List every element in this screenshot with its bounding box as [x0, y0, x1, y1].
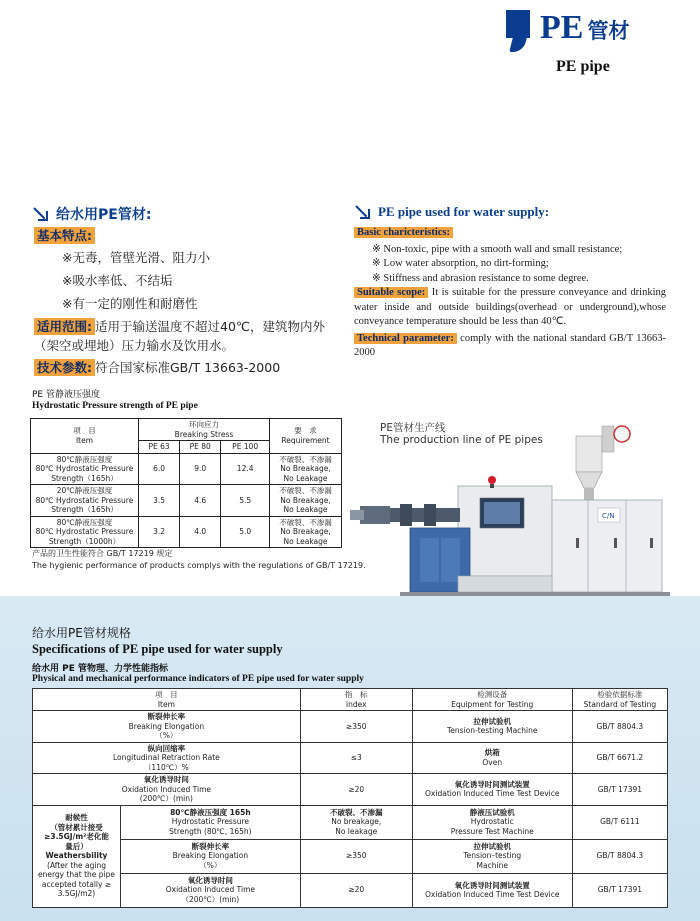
- cell-text: Breaking Elongation: [172, 851, 249, 861]
- item-cell: [121, 873, 301, 907]
- scope-text: It is suitable for the pressure conveyance and drinking water inside and outside buildings(overhead or underground),whose conveyance temperature should be less than 40℃.: [354, 287, 666, 327]
- arrow-down-right-icon: [34, 207, 48, 221]
- equipment-cell: [412, 873, 572, 907]
- cell-text: 80℃静液压强度 165h: [170, 807, 251, 817]
- value-cell: 3.2: [139, 516, 180, 548]
- cell-text: 80℃静液压强度: [56, 517, 113, 527]
- value-cell: 6.0: [139, 453, 180, 485]
- caption-cn: PE 管静液压强度: [32, 390, 100, 400]
- cell-text: No Breakage,: [280, 495, 331, 505]
- grade-cell: PE 63: [139, 441, 180, 454]
- cell-text: Hydrostatic Pressure: [171, 817, 250, 827]
- spec-caption-en: Physical and mechanical performance indicators of PE pipe used for water supply: [32, 674, 364, 684]
- caption-en: Hydrostatic Pressure strength of PE pipe: [32, 401, 198, 411]
- cell-text: No Breakage,: [280, 464, 331, 473]
- weather-label-cell: [33, 805, 121, 907]
- equipment-cell: [412, 805, 572, 839]
- header-text: 要 求: [294, 426, 317, 436]
- value-cell: 5.5: [221, 485, 270, 517]
- cell-text: Breaking Elongation: [128, 721, 205, 731]
- cell-text: 拉伸试验机: [473, 716, 511, 726]
- label-en: The production line of PE pipes: [380, 434, 543, 446]
- scope-label: 适用范围:: [34, 318, 95, 335]
- cell-text: Strength (80℃, 165h): [169, 826, 252, 836]
- page-title: [540, 10, 629, 49]
- value-cell: 4.6: [180, 485, 221, 517]
- cell-text: 不破裂、不渗漏: [330, 807, 383, 817]
- cell-text: Oven: [482, 757, 503, 767]
- index-cell: ≥20: [300, 774, 412, 806]
- note-en: The hygienic performance of products complys with the regulations of GB/T 17219.: [32, 561, 366, 570]
- cell-text: 断裂伸长率: [147, 712, 186, 721]
- cell-text: No Breakage,: [280, 527, 331, 536]
- cell-text: energy that the pipe: [37, 870, 116, 880]
- table-row: [31, 453, 342, 485]
- scope-paragraph: [34, 317, 344, 355]
- header-text: 项 目: [73, 426, 96, 436]
- cell-text: （%）: [199, 860, 222, 870]
- section-heading-en: [356, 204, 549, 220]
- cell-text: 80℃ Hydrostatic Pressure: [35, 464, 134, 473]
- tech-paragraph: [34, 358, 344, 377]
- item-cell: [33, 711, 301, 743]
- note-cn: 产品的卫生性能符合 GB/T 17219 规定: [32, 549, 173, 558]
- item-cell: [121, 805, 301, 839]
- table-row: [31, 485, 342, 517]
- equipment-cell: [412, 711, 572, 743]
- header-text: 项 目: [155, 690, 178, 699]
- feature-item: ※ Non-toxic, pipe with a smooth wall and small resistance;: [372, 243, 623, 255]
- table-row: [31, 516, 342, 548]
- cell-text: 3.5GJ/m2): [57, 889, 96, 899]
- standard-cell: GB/T 8804.3: [572, 839, 667, 873]
- feature-item: ※有一定的刚性和耐磨性: [62, 296, 198, 311]
- cell-text: 拉伸试验机: [473, 841, 511, 851]
- index-cell: [300, 805, 412, 839]
- cell-text: accepted totally ≥: [41, 879, 112, 889]
- index-cell: ≤3: [300, 742, 412, 774]
- standard-cell: GB/T 8804.3: [572, 711, 667, 743]
- cell-text: No breakage,: [331, 817, 382, 827]
- value-cell: 3.5: [139, 485, 180, 517]
- equipment-cell: [412, 742, 572, 774]
- cell-text: Longitudinal Retraction Rate: [112, 753, 220, 762]
- feature-item: ※吸水率低、不结垢: [62, 273, 173, 288]
- table-row: [33, 742, 668, 774]
- table-row: [33, 805, 668, 839]
- cell-text: 80℃ Hydrostatic Pressure: [35, 495, 134, 505]
- header-item: [33, 689, 301, 711]
- standard-cell: GB/T 6671.2: [572, 742, 667, 774]
- cell-text: （200℃）(min): [181, 894, 240, 904]
- tech-text: comply with the national standard GB/T 13663-2000: [354, 332, 666, 358]
- cell-text: 80℃静液压强度: [56, 454, 113, 464]
- cell-text: 量后）Weathersbility: [45, 841, 108, 861]
- cell-text: Strength（1000h）: [48, 536, 121, 546]
- header-text: Equipment for Testing: [451, 699, 534, 709]
- cell-text: Oxidation Induced Time Test Device: [425, 789, 560, 799]
- hydro-table: [30, 418, 342, 548]
- item-cell: [31, 516, 139, 548]
- heading-text: PE pipe used for water supply:: [378, 204, 550, 219]
- cell-text: (After the aging: [47, 860, 106, 870]
- item-cell: [31, 453, 139, 485]
- index-cell: ≥350: [300, 711, 412, 743]
- index-cell: ≥20: [300, 873, 412, 907]
- header-text: 指 标: [345, 690, 368, 699]
- spec-caption-cn: 给水用 PE 管物理、力学性能指标: [32, 664, 169, 674]
- equipment-cell: [412, 839, 572, 873]
- equipment-cell: [412, 774, 572, 806]
- item-cell: [121, 839, 301, 873]
- table-row: [33, 711, 668, 743]
- cell-text: Tension–testing: [463, 851, 522, 861]
- basic-label: Basic charicteristics:: [354, 227, 453, 238]
- item-cell: [33, 774, 301, 806]
- value-cell: 9.0: [180, 453, 221, 485]
- label-cn: PE管材生产线: [380, 422, 446, 434]
- header-requirement: [270, 419, 342, 454]
- item-cell: [31, 485, 139, 517]
- cell-text: 烘箱: [484, 748, 500, 758]
- spec-table: [32, 688, 668, 908]
- hygiene-note: [32, 548, 366, 572]
- cell-text: 不破裂、不渗漏: [279, 454, 332, 464]
- cell-text: 氧化诱导时间: [187, 875, 233, 885]
- cell-text: Oxidation Induced Time: [165, 885, 255, 895]
- tech-text: 符合国家标准GB/T 13663-2000: [95, 360, 281, 375]
- header-text: Item: [157, 699, 175, 709]
- header-text: 环向应力: [189, 420, 219, 429]
- cell-text: Tension-testing Machine: [447, 726, 538, 736]
- req-cell: [270, 516, 342, 548]
- grade-cell: PE 80: [180, 441, 221, 454]
- value-cell: 12.4: [221, 453, 270, 485]
- cell-text: (200℃）(min): [139, 794, 193, 803]
- cell-text: 不破裂、不渗漏: [279, 517, 332, 527]
- cell-text: 断裂伸长率: [191, 841, 230, 851]
- table-row: [33, 873, 668, 907]
- production-line-image: [340, 408, 670, 618]
- left-column: [34, 226, 344, 377]
- standard-cell: GB/T 17391: [572, 774, 667, 806]
- header-item: [31, 419, 139, 454]
- header-text: Breaking Stress: [174, 429, 234, 439]
- value-cell: 5.0: [221, 516, 270, 548]
- svg-text:C/N: C/N: [602, 512, 615, 520]
- table-header-row: [31, 419, 342, 441]
- cell-text: Strength（165h）: [51, 505, 118, 514]
- scope-text: 适用于输送温度不超过40℃，建筑物内外（架空或埋地）压力输水及饮用水。: [34, 319, 325, 353]
- title-cn: 管材: [587, 19, 630, 43]
- tech-label: 技术参数:: [34, 359, 95, 376]
- header-text: 检测设备: [477, 690, 508, 699]
- title-en: PE: [540, 9, 584, 46]
- cell-text: No Leakage: [283, 505, 328, 514]
- feature-item: ※ Low water absorption, no dirt-forming;: [372, 258, 549, 269]
- cell-text: 氧化诱导时间测试装置: [454, 880, 530, 890]
- cell-text: Strength（165h）: [51, 473, 118, 483]
- cell-text: Hydrostatic: [470, 817, 514, 827]
- cell-text: 静液压试验机: [469, 807, 515, 817]
- header-equipment: [412, 689, 572, 711]
- cell-text: 80℃ Hydrostatic Pressure: [35, 527, 134, 536]
- req-cell: [270, 485, 342, 517]
- value-cell: 4.0: [180, 516, 221, 548]
- header-text: 检验依据标准: [597, 690, 643, 699]
- cell-text: Oxidation Induced Time: [121, 784, 211, 794]
- feature-item: ※ Stiffness and abrasion resistance to some degree.: [372, 272, 589, 284]
- cell-text: 氧化诱导时间测试装置: [454, 779, 530, 789]
- index-cell: ≥350: [300, 839, 412, 873]
- tech-paragraph: [354, 332, 666, 361]
- header-text: Requirement: [281, 435, 330, 445]
- cell-text: 20℃静液压强度: [56, 486, 113, 495]
- cell-text: Oxidation Induced Time Test Device: [425, 890, 560, 899]
- section-heading-cn: [34, 204, 151, 224]
- cell-text: 氧化诱导时间: [143, 775, 189, 784]
- header-stress: [139, 419, 270, 441]
- page-subtitle: PE pipe: [556, 58, 610, 75]
- hydro-table-caption: [32, 390, 198, 412]
- heading-text: 给水用PE管材:: [56, 207, 152, 223]
- scope-label: Suitable scope:: [354, 287, 428, 298]
- standard-cell: GB/T 6111: [572, 805, 667, 839]
- cell-text: ≥3.5GJ/m²老化能: [44, 832, 109, 842]
- cell-text: Machine: [476, 860, 508, 870]
- header-text: Item: [75, 435, 94, 445]
- spec-heading-cn: 给水用PE管材规格: [32, 626, 131, 640]
- table-header-row: [33, 689, 668, 711]
- cell-text: 不破裂、不渗漏: [279, 486, 332, 495]
- spec-heading-en: Specifications of PE pipe used for water supply: [32, 642, 283, 656]
- cell-text: No Leakage: [283, 536, 328, 546]
- table-row: [33, 774, 668, 806]
- cell-text: 纵向回缩率: [147, 743, 186, 753]
- table-row: [33, 839, 668, 873]
- header-index: [300, 689, 412, 711]
- item-cell: [33, 742, 301, 774]
- cell-text: Pressure Test Machine: [450, 826, 534, 836]
- scope-paragraph: [354, 286, 666, 330]
- basic-label: 基本特点:: [34, 227, 95, 244]
- feature-item: ※无毒，管壁光滑、阻力小: [62, 250, 210, 265]
- tech-label: Technical parameter:: [354, 333, 457, 344]
- header-text: Standard of Testing: [583, 699, 657, 709]
- cell-text: （110℃）%: [143, 762, 189, 772]
- cell-text: No leakage: [335, 826, 378, 836]
- header-standard: [572, 689, 667, 711]
- header-text: index: [345, 699, 367, 709]
- arrow-down-right-icon: [356, 205, 370, 219]
- cell-text: No Leakage: [283, 473, 328, 483]
- right-column: [354, 226, 666, 361]
- cell-text: （管材累计接受: [50, 822, 103, 832]
- req-cell: [270, 453, 342, 485]
- cell-text: 耐候性: [65, 813, 88, 823]
- standard-cell: GB/T 17391: [572, 873, 667, 907]
- grade-cell: PE 100: [221, 441, 270, 454]
- cell-text: （%）: [155, 731, 178, 740]
